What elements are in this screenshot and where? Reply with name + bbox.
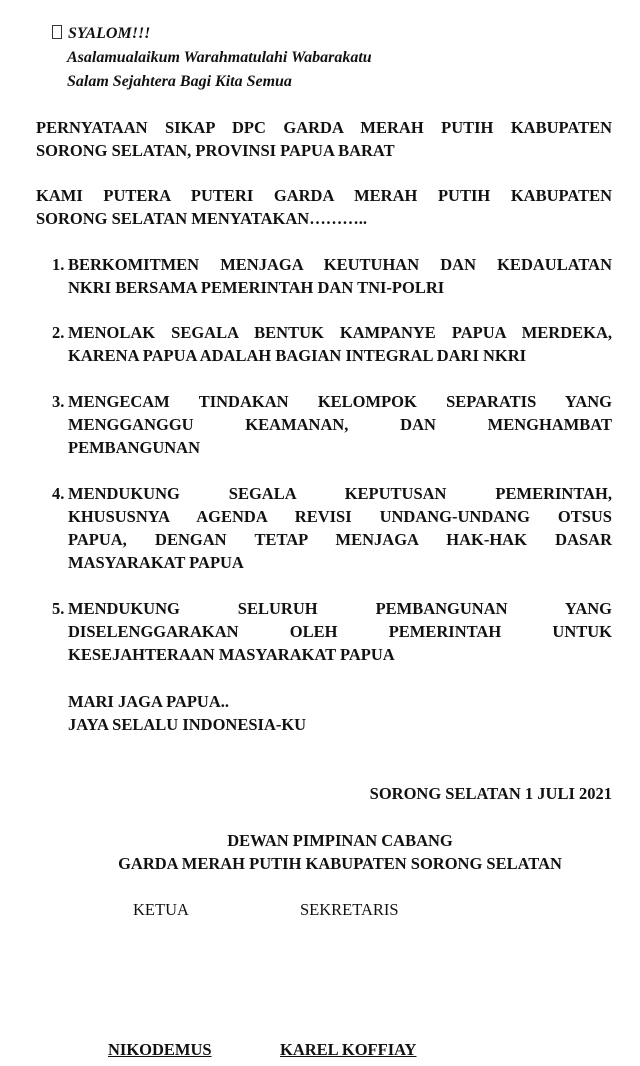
- statement-line: KESEJAHTERAAN MASYARAKAT PAPUA: [68, 645, 395, 664]
- missing-glyph-icon: [52, 25, 62, 39]
- statement-line: MENDUKUNG SELURUH PEMBANGUNAN YANG: [68, 599, 612, 618]
- chair-role: KETUA: [133, 900, 189, 919]
- statement-number: 5.: [52, 599, 65, 618]
- statement-number: 3.: [52, 392, 65, 411]
- statement-line: KHUSUSNYA AGENDA REVISI UNDANG-UNDANG OTSUS: [68, 507, 612, 526]
- statement-title-line: SORONG SELATAN, PROVINSI PAPUA BARAT: [36, 141, 395, 160]
- intro-paragraph: [36, 184, 612, 230]
- statement-item-1: [52, 253, 612, 299]
- greeting-salam-umum: Salam Sejahtera Bagi Kita Semua: [67, 73, 292, 90]
- statement-number: 2.: [52, 323, 65, 342]
- issuer-line: DEWAN PIMPINAN CABANG: [227, 831, 453, 850]
- place-date: SORONG SELATAN 1 JULI 2021: [369, 784, 612, 803]
- statement-item-5: [52, 597, 612, 666]
- statement-item-2: [52, 321, 612, 367]
- greeting-syalom: SYALOM!!!: [68, 25, 151, 42]
- statement-line: MENGECAM TINDAKAN KELOMPOK SEPARATIS YANG: [68, 392, 612, 411]
- statement-line: PAPUA, DENGAN TETAP MENJAGA HAK-HAK DASAR: [68, 530, 612, 549]
- statement-item-4: [52, 482, 612, 574]
- statement-title-line: PERNYATAAN SIKAP DPC GARDA MERAH PUTIH KABUPATEN: [36, 118, 612, 137]
- closing-block: [68, 690, 306, 736]
- closing-line: MARI JAGA PAPUA..: [68, 692, 230, 711]
- statement-item-3: [52, 390, 612, 459]
- statement-line: NKRI BERSAMA PEMERINTAH DAN TNI-POLRI: [68, 278, 445, 297]
- intro-line: SORONG SELATAN MENYATAKAN………..: [36, 209, 367, 228]
- issuer-block: [0, 829, 640, 875]
- greeting-block: [52, 22, 372, 94]
- statement-line: MENDUKUNG SEGALA KEPUTUSAN PEMERINTAH,: [68, 484, 612, 503]
- statement-number: 1.: [52, 255, 65, 274]
- greeting-salam-muslim: Asalamualaikum Warahmatulahi Wabarakatu: [67, 49, 372, 66]
- issuer-line: GARDA MERAH PUTIH KABUPATEN SORONG SELATAN: [118, 854, 562, 873]
- chair-name: NIKODEMUS: [108, 1040, 212, 1059]
- statement-line: MENOLAK SEGALA BENTUK KAMPANYE PAPUA MERDEKA,: [68, 323, 612, 342]
- statement-line: MASYARAKAT PAPUA: [68, 553, 244, 572]
- statement-line: PEMBANGUNAN: [68, 438, 200, 457]
- statement-line: MENGGANGGU KEAMANAN, DAN MENGHAMBAT: [68, 415, 612, 434]
- statement-line: BERKOMITMEN MENJAGA KEUTUHAN DAN KEDAULATAN: [68, 255, 612, 274]
- intro-line: KAMI PUTERA PUTERI GARDA MERAH PUTIH KABUPATEN: [36, 186, 612, 205]
- closing-line: JAYA SELALU INDONESIA-KU: [68, 715, 307, 734]
- statement-number: 4.: [52, 484, 65, 503]
- statement-line: DISELENGGARAKAN OLEH PEMERINTAH UNTUK: [68, 622, 612, 641]
- secretary-role: SEKRETARIS: [300, 900, 399, 919]
- statement-title: [36, 116, 612, 162]
- greeting-syalom-line: [52, 22, 372, 46]
- secretary-name: KAREL KOFFIAY: [280, 1040, 417, 1059]
- statement-line: KARENA PAPUA ADALAH BAGIAN INTEGRAL DARI NKRI: [68, 346, 527, 365]
